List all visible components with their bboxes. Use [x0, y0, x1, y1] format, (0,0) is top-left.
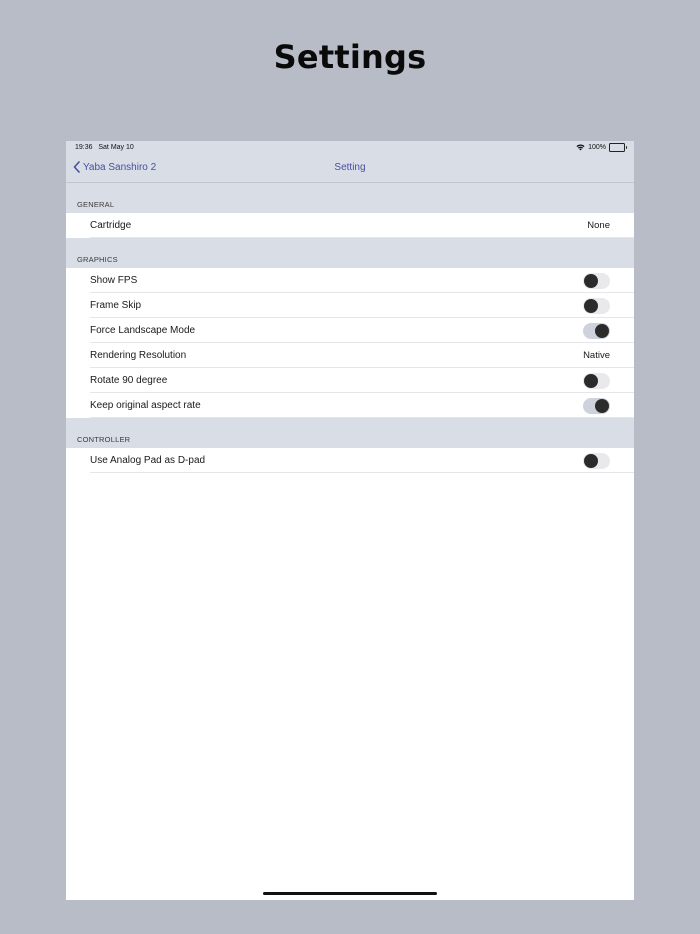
row-label: Cartridge	[90, 220, 132, 231]
toggle-knob	[584, 374, 598, 388]
status-date: Sat May 10	[98, 144, 134, 151]
section-header-controller	[66, 428, 634, 448]
device-screen	[66, 141, 634, 900]
back-button-label: Yaba Sanshiro 2	[83, 161, 157, 173]
nav-title: Setting	[334, 162, 366, 173]
keep-aspect-toggle[interactable]	[583, 398, 610, 414]
rotate-90-toggle[interactable]	[583, 373, 610, 389]
row-value: Native	[583, 350, 610, 361]
status-clock: 19:36	[75, 144, 93, 151]
row-label: Force Landscape Mode	[90, 325, 196, 336]
toggle-knob	[584, 274, 598, 288]
navigation-bar	[66, 155, 634, 183]
row-rendering-resolution[interactable]	[66, 343, 634, 368]
row-force-landscape	[66, 318, 634, 343]
toggle-knob	[584, 299, 598, 313]
settings-list	[66, 183, 634, 473]
status-bar	[66, 141, 634, 155]
frame-skip-toggle[interactable]	[583, 298, 610, 314]
row-frame-skip	[66, 293, 634, 318]
row-label: Show FPS	[90, 275, 138, 286]
row-keep-aspect	[66, 393, 634, 418]
row-analog-dpad	[66, 448, 634, 473]
wifi-icon	[576, 144, 585, 151]
section-header-label: CONTROLLER	[77, 435, 131, 444]
section-header-label: GENERAL	[77, 200, 115, 209]
analog-dpad-toggle[interactable]	[583, 453, 610, 469]
row-cartridge[interactable]	[66, 213, 634, 238]
home-indicator[interactable]	[263, 892, 437, 895]
row-label: Use Analog Pad as D-pad	[90, 455, 206, 466]
toggle-knob	[595, 324, 609, 338]
row-rotate-90	[66, 368, 634, 393]
row-label: Rendering Resolution	[90, 350, 187, 361]
section-header-graphics	[66, 248, 634, 268]
section-spacer	[66, 418, 634, 428]
force-landscape-toggle[interactable]	[583, 323, 610, 339]
status-time	[75, 144, 134, 151]
row-label: Frame Skip	[90, 300, 142, 311]
row-label: Keep original aspect rate	[90, 400, 201, 411]
row-show-fps	[66, 268, 634, 293]
section-header-label: GRAPHICS	[77, 255, 118, 264]
row-value: None	[587, 220, 610, 231]
show-fps-toggle[interactable]	[583, 273, 610, 289]
section-header-general	[66, 183, 634, 213]
page-headline: Settings	[273, 38, 427, 76]
status-indicators	[576, 143, 625, 152]
section-spacer	[66, 238, 634, 248]
toggle-knob	[584, 454, 598, 468]
battery-percent: 100%	[588, 144, 606, 151]
toggle-knob	[595, 399, 609, 413]
battery-icon	[609, 143, 625, 152]
row-label: Rotate 90 degree	[90, 375, 168, 386]
